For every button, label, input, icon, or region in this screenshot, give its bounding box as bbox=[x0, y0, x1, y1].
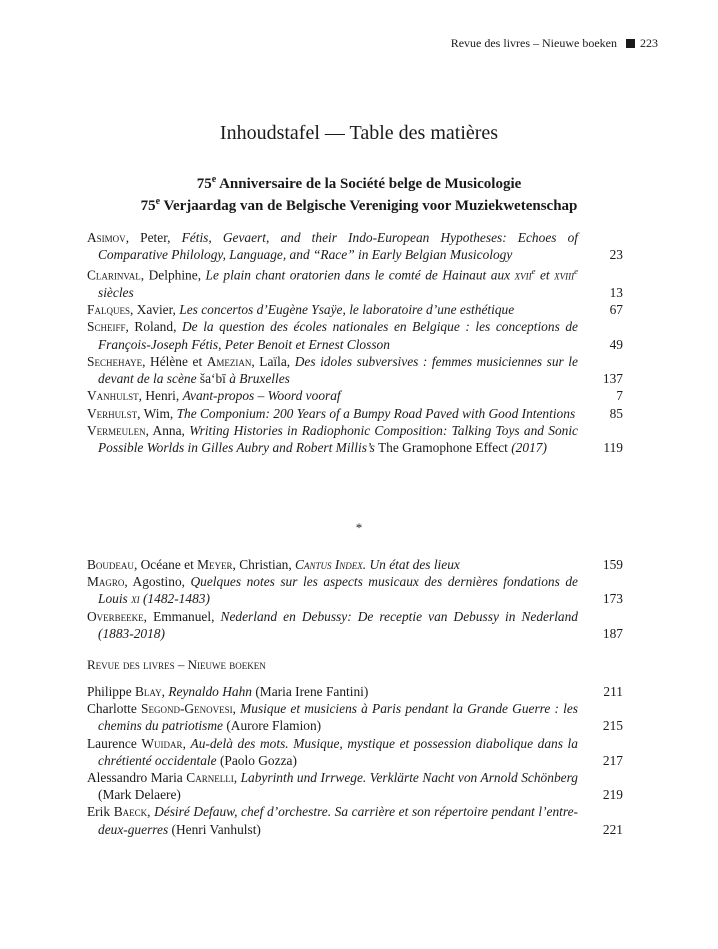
entry-page: 221 bbox=[602, 821, 623, 837]
running-header-text: Revue des livres – Nieuwe boeken bbox=[450, 36, 617, 50]
entry-page: 217 bbox=[602, 752, 623, 768]
entry-page: 67 bbox=[609, 302, 623, 318]
toc-entry[interactable]: Alessandro Maria Carnelli, Labyrinth und Irrwege. Verklärte Nacht von Arnold Schönberg (Mark Delaere) 219 bbox=[87, 770, 623, 803]
entry-page: 215 bbox=[602, 718, 623, 734]
toc-entry[interactable]: Erik Baeck, Désiré Defauw, chef d’orchestre. Sa carrière et son répertoire pendant l’entre-deux-guerres (Henri Vanhulst) 221 bbox=[87, 804, 623, 837]
entry-page: 137 bbox=[602, 371, 623, 387]
entry-page: 23 bbox=[609, 247, 623, 263]
section-separator: * bbox=[355, 520, 363, 535]
page-number: 223 bbox=[640, 36, 658, 50]
entry-page: 49 bbox=[609, 336, 623, 352]
subtitle-line-1: 75e Anniversaire de la Société belge de Musicologie bbox=[196, 174, 522, 192]
subtitle-line-2: 75e Verjaardag van de Belgische Vereniging voor Muziekwetenschap bbox=[140, 196, 578, 214]
entry-page: 13 bbox=[609, 285, 623, 301]
entry-page: 173 bbox=[602, 591, 623, 607]
toc-entry[interactable]: Falques, Xavier, Les concertos d’Eugène Ysaÿe, le laboratoire d’une esthétique 67 bbox=[87, 302, 623, 318]
entry-page: 7 bbox=[616, 388, 623, 404]
toc-entry[interactable]: Asimov, Peter, Fétis, Gevaert, and their Indo-European Hypotheses: Echoes of Comparative Philology, Language, and “Race” in Early Belgian Musicology 23 bbox=[87, 230, 623, 263]
section-heading-reviews: Revue des livres – Nieuwe boeken bbox=[87, 657, 266, 672]
square-bullet-icon bbox=[626, 39, 635, 48]
toc-entry[interactable]: Laurence Wuidar, Au-delà des mots. Musique, mystique et possession diabolique dans la chrétienté occidentale (Paolo Gozza) 217 bbox=[87, 735, 623, 768]
toc-entry[interactable]: Sechehaye, Hélène et Amezian, Laïla, Des idoles subversives : femmes musiciennes sur le devant de la scène ša‘bī à Bruxelles 137 bbox=[87, 353, 623, 387]
toc-entry[interactable]: Scheiff, Roland, De la question des écoles nationales en Belgique : les conceptions de François-Joseph Fétis, Peter Benoit et Ernest Closson 49 bbox=[87, 319, 623, 352]
toc-entry[interactable]: Clarinval, Delphine, Le plain chant oratorien dans le comté de Hainaut aux xvii$^e$ et xviii$^e$ siècles 13 bbox=[87, 266, 623, 301]
toc-entry[interactable]: Vermeulen, Anna, Writing Histories in Radiophonic Composition: Talking Toys and Sonic Possible Worlds in Gilles Aubry and Robert Millis’s The Gramophone Effect (2017) 119 bbox=[87, 422, 623, 455]
toc-group-reviews bbox=[87, 683, 623, 838]
toc-entry[interactable]: Magro, Agostino, Quelques notes sur les aspects musicaux des dernières fondations de Louis xi (1482-1483) 173 bbox=[87, 574, 623, 607]
toc-entry[interactable]: Boudeau, Océane et Meyer, Christian, Cantus Index. Un état des lieux 159 bbox=[87, 557, 623, 572]
entry-page: 85 bbox=[609, 405, 623, 421]
toc-entry[interactable]: Overbeeke, Emmanuel, Nederland en Debussy: De receptie van Debussy in Nederland (1883-2018) 187 bbox=[87, 608, 623, 641]
running-header bbox=[451, 36, 658, 51]
entry-page: 119 bbox=[603, 439, 623, 455]
entry-page: 211 bbox=[603, 684, 623, 699]
page-title: Inhoudstafel — Table des matières bbox=[219, 122, 499, 144]
entry-page: 219 bbox=[602, 787, 623, 803]
entry-page: 159 bbox=[602, 557, 623, 572]
toc-group-articles bbox=[87, 556, 623, 642]
toc-group-anniversary bbox=[87, 229, 623, 456]
toc-entry[interactable]: Charlotte Segond-Genovesi, Musique et musiciens à Paris pendant la Grande Guerre : les chemins du patriotisme (Aurore Flamion) 215 bbox=[87, 701, 623, 734]
toc-entry[interactable]: Verhulst, Wim, The Componium: 200 Years of a Bumpy Road Paved with Good Intentions 85 bbox=[87, 405, 623, 421]
entry-page: 187 bbox=[602, 625, 623, 641]
toc-entry[interactable]: Philippe Blay, Reynaldo Hahn (Maria Irene Fantini) 211 bbox=[87, 684, 623, 699]
toc-entry[interactable]: Vanhulst, Henri, Avant-propos – Woord vooraf 7 bbox=[87, 388, 623, 404]
